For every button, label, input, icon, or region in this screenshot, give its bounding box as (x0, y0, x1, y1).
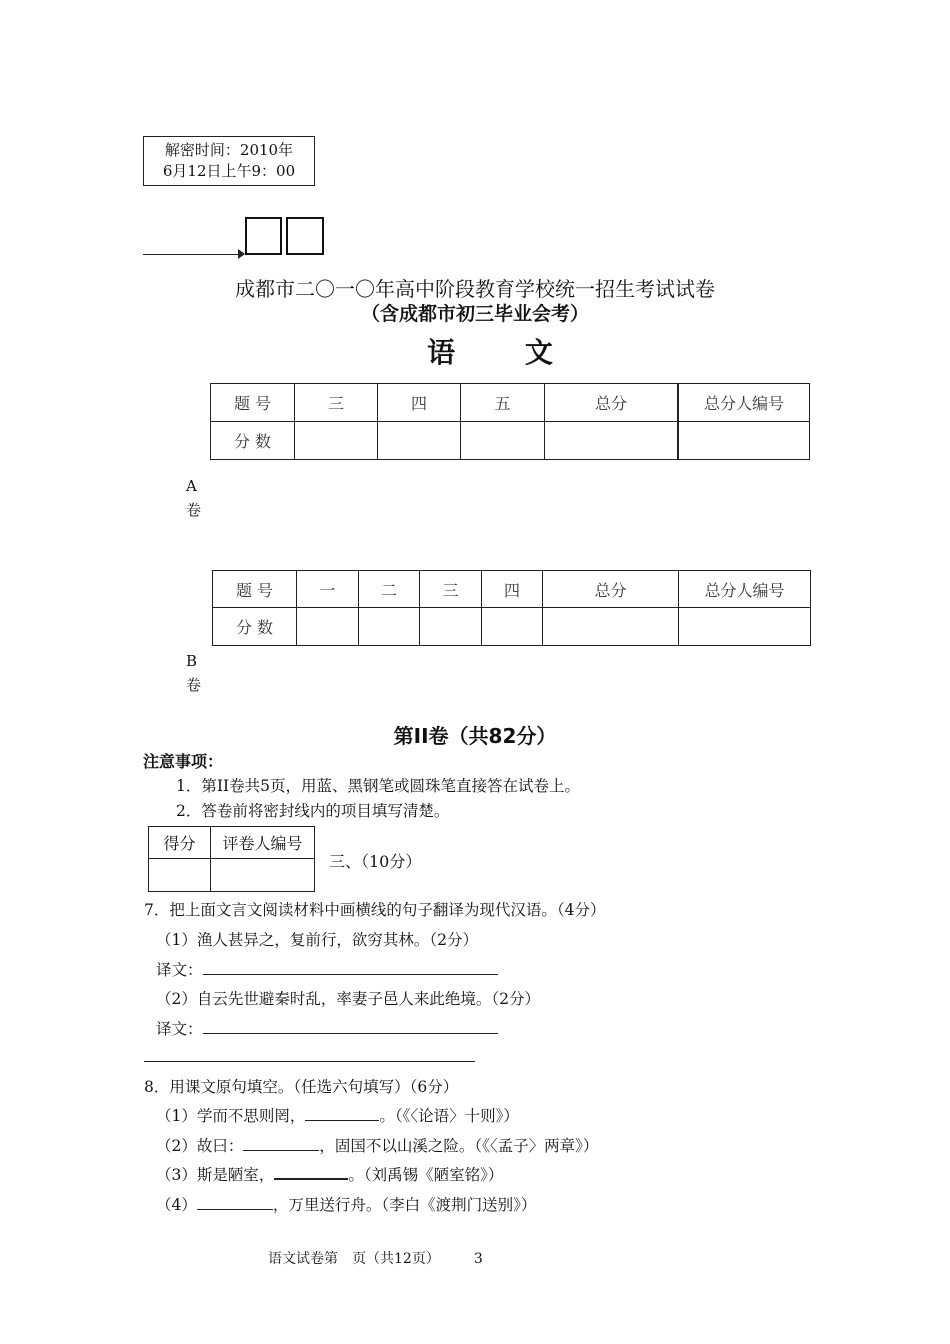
answer-label: 译文： (156, 961, 203, 979)
header-cell: 二 (359, 571, 420, 608)
item-text: （4） (156, 1196, 197, 1214)
header-cell: 四 (378, 384, 461, 422)
section-title: 第II卷（共82分） (393, 724, 557, 748)
exam-subtitle: （含成都市初三毕业会考） (360, 303, 589, 325)
question-8-item-2 (156, 1134, 598, 1156)
question-8-item-4 (156, 1193, 536, 1215)
table-a-label-1: A (186, 477, 197, 495)
arrow-line (143, 254, 243, 255)
seal-box-2 (286, 217, 324, 255)
header-cell: 三 (295, 384, 378, 422)
answer-line-1[interactable] (156, 958, 498, 980)
score-input-cell[interactable] (482, 608, 543, 646)
part-label: 三、（10分） (329, 852, 422, 871)
table-a-label-2: 卷 (186, 501, 202, 519)
seal-box-1 (245, 217, 282, 255)
fill-blank[interactable] (243, 1136, 319, 1151)
header-cell: 总分 (545, 384, 679, 422)
page-footer (268, 1248, 483, 1268)
table-b-label-2: 卷 (186, 676, 202, 694)
note-item: 1．第II卷共5页，用蓝、黑钢笔或圆珠笔直接答在试卷上。 (176, 777, 580, 795)
item-text: 。（《〈论语〉十则》） (379, 1107, 519, 1125)
score-input-cell[interactable] (679, 608, 811, 646)
question-8-stem: 8．用课文原句填空。（任选六句填写）（6分） (144, 1078, 459, 1096)
header-cell: 题 号 (211, 384, 295, 422)
item-text: （2）故曰： (156, 1137, 244, 1155)
row-label: 分 数 (211, 422, 295, 460)
score-input-cell[interactable] (543, 608, 679, 646)
unseal-time-box (143, 136, 315, 186)
item-text: （1）学而不思则罔， (156, 1107, 306, 1125)
reviewer-input-cell[interactable] (211, 859, 315, 892)
item-text: ，固国不以山溪之险。（《〈孟子〉两章》） (319, 1137, 599, 1155)
table-a-label (186, 474, 206, 522)
header-cell: 总分人编号 (678, 384, 810, 422)
score-input-cell[interactable] (378, 422, 461, 460)
note-item: 2．答卷前将密封线内的项目填写清楚。 (176, 802, 450, 820)
answer-blank[interactable] (203, 1019, 498, 1034)
table-b-label-1: B (186, 652, 198, 670)
item-text: （3）斯是陋室， (156, 1166, 275, 1184)
notes-heading: 注意事项： (143, 752, 224, 771)
header-cell: 三 (420, 571, 482, 608)
score-input-cell[interactable] (545, 422, 679, 460)
header-cell: 四 (482, 571, 543, 608)
answer-line-2[interactable] (156, 1017, 498, 1039)
answer-label: 译文： (156, 1020, 203, 1038)
score-table-b (212, 570, 811, 646)
question-7-item-2: （2）自云先世避秦时乱，率妻子邑人来此绝境。（2分） (156, 990, 540, 1008)
exam-title: 成都市二〇一〇年高中阶段教育学校统一招生考试试卷 (235, 277, 715, 301)
header-cell: 总分 (543, 571, 679, 608)
header-cell: 总分人编号 (679, 571, 811, 608)
row-label: 分 数 (213, 608, 297, 646)
arrow-head-icon (238, 249, 245, 259)
score-input-cell[interactable] (359, 608, 420, 646)
reviewer-label: 评卷人编号 (211, 827, 315, 859)
page-number: 3 (473, 1251, 483, 1267)
score-input-cell[interactable] (678, 422, 810, 460)
question-7-item-1: （1）渔人甚异之，复前行，欲穷其林。（2分） (156, 931, 478, 949)
answer-blank[interactable] (203, 960, 498, 975)
score-label: 得分 (149, 827, 211, 859)
header-cell: 题 号 (213, 571, 297, 608)
unseal-line-1: 解密时间：2010年 (164, 141, 294, 159)
header-cell: 五 (461, 384, 545, 422)
score-input-cell[interactable] (297, 608, 359, 646)
question-7-stem: 7．把上面文言文阅读材料中画横线的句子翻译为现代汉语。（4分） (144, 901, 606, 919)
table-b-label (186, 649, 206, 697)
fill-blank[interactable] (274, 1164, 348, 1180)
score-input-cell[interactable] (420, 608, 482, 646)
item-text: ，万里送行舟。（李白《渡荆门送别》） (272, 1196, 537, 1214)
score-table-a (210, 383, 810, 460)
grader-table (148, 826, 315, 892)
fill-blank[interactable] (305, 1106, 379, 1121)
score-input-cell[interactable] (461, 422, 545, 460)
item-text: 。（刘禹锡《陋室铭》） (348, 1166, 504, 1184)
question-8-item-1 (156, 1104, 519, 1126)
score-input-cell[interactable] (295, 422, 378, 460)
score-input-cell[interactable] (149, 859, 211, 892)
subject-title: 语 文 (427, 336, 583, 369)
footer-text: 语文试卷第 页（共12页） (268, 1251, 440, 1267)
unseal-line-2: 6月12日上午9：00 (162, 162, 296, 180)
question-8-item-3 (156, 1163, 503, 1185)
header-cell: 一 (297, 571, 359, 608)
fill-blank[interactable] (197, 1195, 273, 1210)
answer-extra-line[interactable] (144, 1061, 475, 1062)
